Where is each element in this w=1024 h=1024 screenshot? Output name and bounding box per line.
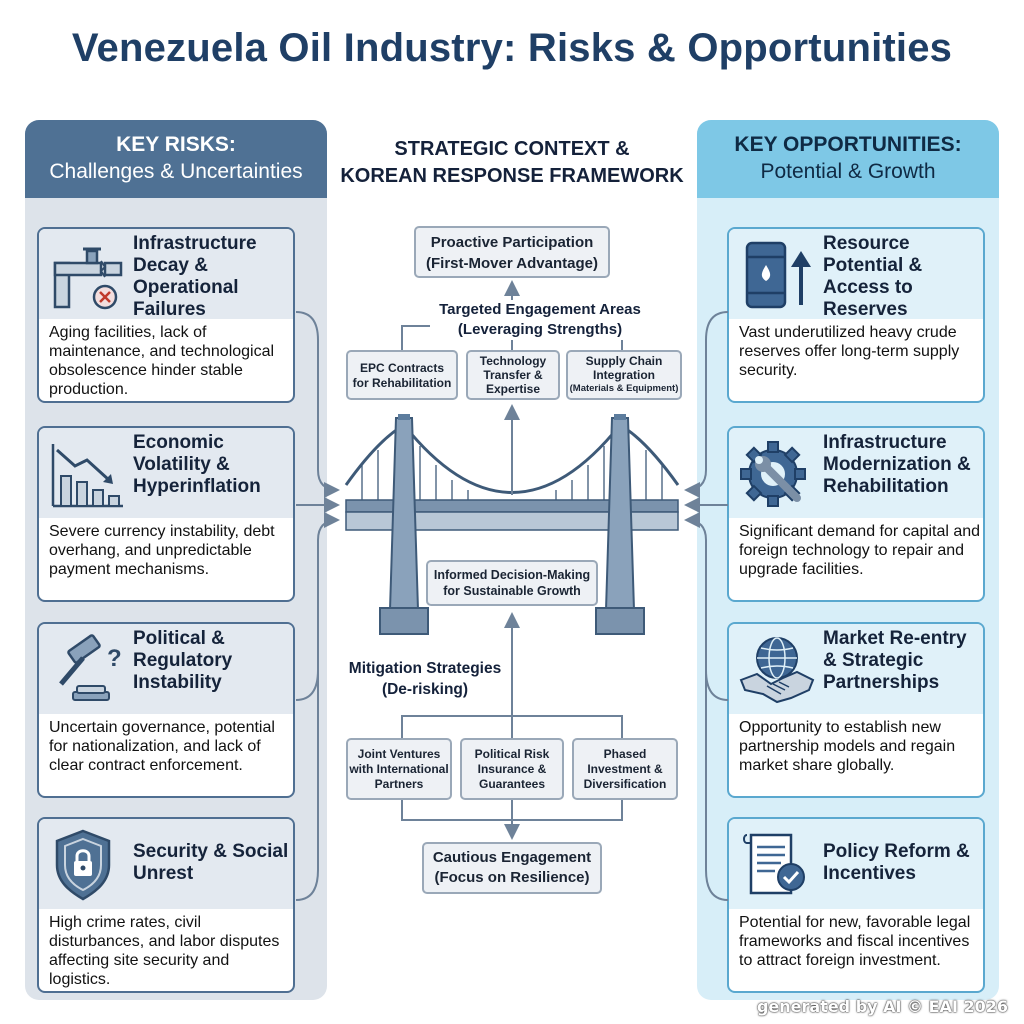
epc-contracts-box <box>346 350 458 400</box>
svg-text:?: ? <box>107 645 122 672</box>
risk-card-title: Economic Volatility & Hyperinflation <box>133 432 261 497</box>
mitigation-label-line1: Mitigation Strategies <box>348 660 502 677</box>
proactive-line1: Proactive Participation <box>430 234 594 251</box>
political-risk-insurance-box <box>460 738 564 800</box>
opportunity-card-title: Infrastructure Modernization & Rehabilitation <box>823 432 971 497</box>
mitigation-box-line: Partners <box>374 777 424 791</box>
mitigation-label-line2: (De-risking) <box>381 681 469 698</box>
mitigation-box-line: with International <box>349 762 449 776</box>
mitigation-box-line: Insurance & <box>477 762 547 776</box>
supply-chain-box <box>566 350 682 400</box>
mitigation-connectors <box>402 614 622 838</box>
mitigation-box-line: Phased <box>603 747 647 761</box>
opportunity-card-body: Vast underutilized heavy crude reserves offer long-term supply security. <box>739 324 960 379</box>
phased-investment-box <box>572 738 678 800</box>
opportunities-subheading: Potential & Growth <box>760 160 936 183</box>
opportunities-heading: KEY OPPORTUNITIES: <box>734 133 962 156</box>
mitigation-box-line: Investment & <box>587 762 663 776</box>
risk-card-body: High crime rates, civil disturbances, and labor disputes affecting site security and logistics. <box>49 914 280 988</box>
mitigation-box-line: Guarantees <box>478 777 546 791</box>
technology-transfer-box <box>466 350 560 400</box>
risks-subheading: Challenges & Uncertainties <box>49 160 303 183</box>
center-title-line2: KOREAN RESPONSE FRAMEWORK <box>340 165 684 187</box>
center-title-line1: STRATEGIC CONTEXT & <box>394 138 630 160</box>
risk-card-body: Severe currency instability, debt overhang, and unpredictable payment mechanisms. <box>49 523 275 578</box>
engagement-label-line2: (Leveraging Strengths) <box>457 321 623 338</box>
risk-card-title: Political & Regulatory Instability <box>133 628 233 693</box>
joint-ventures-box <box>346 738 452 800</box>
risk-card-title: Security & Social Unrest <box>133 841 289 884</box>
opportunity-card-body: Potential for new, favorable legal frameworks and fiscal incentives to attract foreign investment. <box>739 914 971 969</box>
risk-card-body: Aging facilities, lack of maintenance, and technological obsolescence hinder stable production. <box>49 324 275 398</box>
engagement-box-line: Supply Chain <box>585 354 663 368</box>
proactive-participation-box <box>414 226 610 278</box>
opportunity-connectors <box>686 312 728 900</box>
risks-heading: KEY RISKS: <box>116 133 236 156</box>
decision-line1: Informed Decision-Making <box>433 568 591 582</box>
risk-card-title: Infrastructure Decay & Operational Failures <box>133 233 257 320</box>
mitigation-box-line: Diversification <box>583 777 667 791</box>
opportunity-card-body: Opportunity to establish new partnership models and regain market share globally. <box>739 719 956 774</box>
engagement-label <box>430 300 650 340</box>
opportunity-card-title: Policy Reform & Incentives <box>823 841 970 884</box>
mitigation-box-line: Political Risk <box>474 747 550 761</box>
risk-card-body: Uncertain governance, potential for nationalization, and lack of clear contract enforcement. <box>49 719 275 774</box>
engagement-box-line: for Rehabilitation <box>352 376 452 390</box>
opportunity-card-title: Resource Potential & Access to Reserves <box>823 233 923 320</box>
mitigation-box-line: Joint Ventures <box>357 747 441 761</box>
engagement-box-line: Expertise <box>485 382 541 396</box>
proactive-line2: (First-Mover Advantage) <box>426 255 598 272</box>
watermark: generated by AI © EAI 2026 <box>756 997 1008 1016</box>
opportunity-card-body: Significant demand for capital and foreign technology to repair and upgrade facilities. <box>739 523 981 578</box>
mitigation-label <box>340 658 510 700</box>
cautious-engagement-box <box>422 842 602 894</box>
engagement-box-line: (Materials & Equipment) <box>569 383 679 394</box>
risk-connectors <box>296 312 338 900</box>
opportunity-card-title: Market Re-entry & Strategic Partnerships <box>823 628 967 693</box>
engagement-label-line1: Targeted Engagement Areas <box>439 301 641 318</box>
informed-decision-box <box>426 560 598 606</box>
engagement-box-line: Technology <box>479 354 547 368</box>
cautious-line2: (Focus on Resilience) <box>434 869 590 886</box>
cautious-line1: Cautious Engagement <box>432 849 592 866</box>
engagement-box-line: Transfer & <box>483 368 543 382</box>
engagement-box-line: Integration <box>593 368 655 382</box>
page-title: Venezuela Oil Industry: Risks & Opportunities <box>71 26 953 70</box>
engagement-box-line: EPC Contracts <box>359 361 445 375</box>
decision-line2: for Sustainable Growth <box>443 584 581 598</box>
